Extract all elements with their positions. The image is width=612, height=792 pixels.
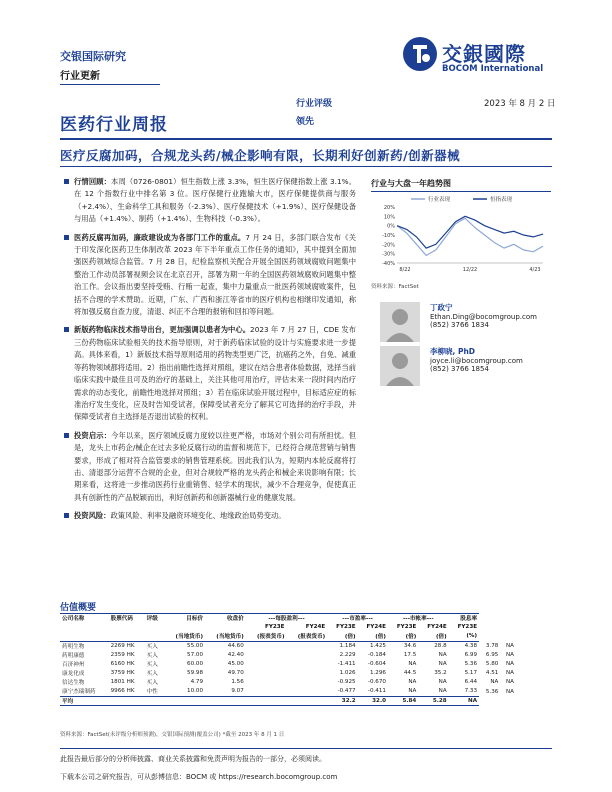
bocom-logo-icon [402,36,438,72]
table-header: FY24E [427,624,447,631]
table-cell: NA [408,661,417,668]
table-cell: 4.51 [485,670,499,677]
table-cell: 6.44 [464,679,478,686]
table-cell: 35.2 [434,670,447,677]
table-header: FY23E [336,624,356,631]
legend-label: 行业表现 [428,197,451,203]
table-cell: NA [505,642,514,649]
table-cell: 9966 HK [110,688,135,695]
table-cell: 44.5 [403,670,417,677]
table-cell: 6.95 [485,651,499,658]
analyst-avatar [380,346,420,386]
legend-label: 恒指表现 [490,197,513,203]
table-cell: 2.229 [339,651,356,658]
paragraph-text: 本周（0726-0801）恒生指数上涨 3.3%，恒生医疗保健指数上涨 3.1%。在 12 个指数行业中排名第 3 位。医疗保健行业跑输大市，医疗保健提供商与服务（+2.4%）、生命科学工具和服务（-2.3%）、医疗保健技术（+1.9%）、医疗保健设备与用品（+1.4%）、制药（+1.4%）、生物科技（-0.3%）。 [74,177,356,224]
table-cell: 34.6 [403,642,417,649]
brand-name: 交银国际研究 [60,50,126,63]
valuation-table [60,613,516,706]
table-cell: 5.17 [464,670,478,677]
analyst-phone: (852) 3766 1834 [430,321,489,329]
rating-value: 领先 [296,117,315,127]
analyst-2 [430,346,523,373]
paragraph-clinical-guidance [64,324,356,423]
y-tick-label: 0% [387,223,395,230]
y-tick-label: -20% [382,242,395,249]
trend-chart [371,193,551,277]
table-header: 公司名称 [60,614,109,623]
bullet-icon [64,235,69,240]
table-row [60,687,516,696]
paragraph-anticorruption [64,232,356,319]
table-cell: NA [449,696,479,705]
y-tick-label: -40% [382,261,395,267]
table-cell: 5.28 [418,696,448,705]
table-cell: -0.604 [367,661,386,668]
table-cell: 10.00 [187,688,204,695]
table-cell: NA [490,679,499,686]
x-tick-label: 8/22 [399,267,411,273]
table-cell: 买入 [146,643,158,650]
table-cell: 康宁杰瑞制药 [62,689,96,696]
y-tick-label: -30% [382,251,395,258]
table-cell: -1.411 [337,661,356,668]
report-type: 行业更新 [60,71,100,82]
table-header: FY24E [305,624,326,631]
footer-download[interactable]: 下载本公司之研究报告，可从彭博信息：BOCM 或 https://research.bocomgroup.com [60,773,338,781]
valuation-title: 估值概要 [60,603,97,613]
table-cell: 买入 [146,652,158,659]
table-row [60,650,516,659]
x-tick-label: 4/23 [529,267,541,273]
table-cell: NA [438,661,447,668]
table-cell: 32.2 [327,696,357,705]
side-divider [371,191,551,192]
y-tick-label: 10% [383,214,395,221]
table-cell: -0.184 [367,651,386,658]
table-header: FY24E [366,624,386,631]
table-header: FY23E [396,624,417,631]
table-header: 收盘价 [205,614,246,623]
paragraph-risks [64,510,356,522]
table-header-row [60,623,516,632]
table-cell: -0.925 [337,679,356,686]
table-cell: NA [438,679,447,686]
table-header: (报表货币) [287,632,328,641]
table-cell: 5.80 [485,661,499,668]
paragraph-market-review [64,176,356,226]
table-cell: 1.184 [339,642,356,649]
table-header: (报表货币) [246,632,287,641]
paragraph-text: 2023 年 7 月 27 日，CDE 发布三份药物临床试验相关的技术指导原则，对于新药临床试验的设计与实施要求进一步提高。具体来看，1）新版技术指导原则适用的药物类型更广泛，抗癌药之外，自免、减重等药物领域都将适用。2）指出前瞻性选择对照组，建议在结合患者体验数据，选择当前临床实践中最佳且可及的治疗的基础上，关注其他可用治疗，评估未来一段时间内治疗需求的动态变化，前瞻性地选择对照组；3）若在临床试验开展过程中，目标适应症的标准治疗发生变化，应及时告知受试者，保障受试者充分了解其它可选择的治疗手段，并保障受试者自主选择是否退出试验的权利。 [74,325,356,422]
table-cell: 57.00 [187,651,204,658]
table-row [60,641,516,650]
table-cell: NA [505,679,514,686]
paragraph-text: 今年以来，医疗领域反腐力度较以往更严格，市场对个别公司有所担忧。但是，龙头上市药企/械企在过去多轮反腐行动的监督和规范下，已经符合规范营销与销售要求，形成了相对符合监管要求的销售管理系统。因此我们认为，短期内本轮反腐将打击、清退部分运营不合规的企业，但对合规较严格的龙头药企和械企来说影响有限；长期来看，这将进一步推动医药行业重销售、轻学术的现状，减少不合理竞争，促使真正具有创新性的产品脱颖而出，利好创新药和创新器械行业的健康发展。 [74,430,357,502]
table-cell: 6160 HK [110,661,135,668]
table-header-row [60,632,516,641]
table-cell: 平均 [60,696,109,705]
table-cell: -0.670 [367,679,386,686]
table-header: ---市盈率--- [327,614,388,623]
table-header: (倍) [358,632,388,641]
y-tick-label: -10% [382,233,395,239]
header-divider [60,84,160,85]
footer-disclaimer: 此报告最后部分的分析师披露、商业关系披露和免责声明为报告的一部分，必须阅读。 [60,755,326,763]
table-cell: NA [505,661,514,668]
table-header: (倍) [418,632,448,641]
table-cell: 1801 HK [110,679,135,686]
table-cell: NA [408,679,417,686]
table-cell: NA [408,688,417,695]
table-source: 资料来源：FactSet(未评级分析师预测)，交银国际预测(覆盖公司) *截至 2023 年 8 月 1 日 [60,732,285,738]
table-cell: 康龙化成 [62,671,85,678]
bullet-icon [64,179,69,184]
table-cell: 1.56 [231,679,244,686]
table-row [60,669,516,678]
table-cell: 买入 [146,671,158,678]
table-cell: 42.40 [227,651,244,658]
table-cell: 2359 HK [110,651,135,658]
analyst-email[interactable]: Ethan.Ding@bocomgroup.com [430,313,537,321]
table-header: ---每股盈利--- [246,614,327,623]
table-cell: 32.0 [358,696,388,705]
headline-divider [60,166,552,167]
paragraph-lead: 投资启示： [74,430,112,440]
table-cell: NA [438,651,447,658]
table-header: ---市帐率--- [388,614,449,623]
table-cell: 1.296 [369,670,386,677]
paragraph-text: 7 月 24 日，多部门联合发布《关于印发深化医药卫生体制改革 2023 年下半年重点工作任务的通知》，其中提到全面加强医药领域综合监管。7 月 28 日，纪检监察机关配合开展全国医药领域腐败问题集中整治工作动员部署视频会议在北京召开，部署为期一年的全国医药领域腐败问题集中整治工作。会议指出要坚持受贿、行贿一起查，集中力量重点一批医药领域腐败案件，包括不合理的学术赞助。近期，广东、广西和浙江等省市的医疗机构也相继印发通知，称将加强反腐自查力度，清退、纠正不合理的报销和回扣等问题。 [74,232,357,317]
table-header-row [60,614,516,623]
table-cell: 60.00 [187,661,204,668]
table-cell: NA [505,670,514,677]
table-cell: 买入 [146,662,158,669]
table-cell: 药明康德 [62,652,85,659]
paragraph-lead: 投资风险： [74,511,111,521]
table-cell: 5.84 [388,696,418,705]
table-cell: 3759 HK [110,670,135,677]
paragraph-lead: 行情回顾： [74,177,112,186]
table-row [60,678,516,687]
table-cell: -0.477 [337,688,356,695]
y-tick-label: 20% [383,205,395,211]
x-tick-label: 12/22 [462,267,478,273]
table-cell: 17.5 [403,651,417,658]
table-cell: 4.79 [190,679,204,686]
table-cell: 3.78 [485,642,499,649]
table-cell: NA [505,651,514,658]
paragraph-text: 政策风险、利率及融资环境变化、地缘政治局势变动。 [110,511,286,521]
table-cell: 5.36 [464,661,478,668]
table-cell: -0.411 [367,688,386,695]
table-cell: 9.07 [231,688,244,695]
chart-title: 行业与大盘一年趋势图 [371,179,451,188]
table-cell: NA [505,688,514,695]
table-header: FY23E [265,624,285,631]
analyst-avatar [380,302,420,342]
report-date: 2023 年 8 月 2 日 [484,99,556,109]
logo-text-cn: 交銀國際 [442,42,526,66]
analyst-name: 丁政宁 [430,303,453,312]
headline: 医疗反腐加码，合规龙头药/械企影响有限，长期利好创新药/创新器械 [60,148,461,163]
logo-text-en: BOCOM International [442,64,544,74]
table-cell: 6.99 [464,651,478,658]
table-header: (%) [449,632,479,641]
table-cell: 买入 [146,680,158,687]
footer-divider [60,748,552,749]
table-cell: 59.98 [187,670,204,677]
table-cell: 49.70 [227,670,244,677]
bullet-icon [64,433,69,438]
table-cell: 28.8 [434,642,447,649]
table-row-average [60,696,516,705]
title-divider [60,138,552,140]
table-cell: 4.38 [464,642,478,649]
table-header: 股息率 [449,614,479,623]
table-cell: 1.425 [369,642,386,649]
report-title: 医药行业周报 [60,115,168,135]
table-header: 目标价 [164,614,205,623]
table-cell: 2269 HK [110,642,135,649]
table-header: (当地货币) [164,632,205,641]
bullet-icon [64,513,69,518]
table-cell: 药明生物 [62,643,85,650]
table-header: (倍) [327,632,357,641]
rating-label: 行业评级 [296,99,333,109]
table-header: (倍) [388,632,418,641]
analyst-1 [430,302,537,329]
body-column [64,176,356,529]
table-cell: 55.00 [187,642,204,649]
table-cell: 1.026 [339,670,356,677]
table-cell: 44.60 [227,642,244,649]
table-cell: 信达生物 [62,680,85,687]
paragraph-investment-thesis [64,430,356,504]
paragraph-lead: 新版药物临床技术指导出台，更加强调以患者为中心。 [74,325,251,335]
table-cell: 45.00 [227,661,244,668]
analyst-name: 李柳晓, PhD [430,347,476,356]
series-line [397,218,543,255]
table-header: 股票代码 [109,614,145,623]
table-cell: NA [438,688,447,695]
series-line [397,216,543,248]
table-row [60,659,516,668]
table-cell: 7.33 [464,688,478,695]
table-header: FY23E [457,624,478,631]
paragraph-lead: 医药反腐再加码，廉政建设成为各部门工作的重点。 [74,232,246,242]
analyst-phone: (852) 3766 1854 [430,365,489,373]
analyst-email[interactable]: joyce.li@bocomgroup.com [430,357,523,365]
table-cell: 5.36 [485,688,499,695]
table-cell: 中性 [146,689,158,696]
table-cell: 百济神州 [62,662,85,669]
chart-source: 资料来源：FactSet [371,284,419,290]
table-header: (当地货币) [205,632,246,641]
table-header: 评级 [145,614,165,623]
bullet-icon [64,327,69,332]
